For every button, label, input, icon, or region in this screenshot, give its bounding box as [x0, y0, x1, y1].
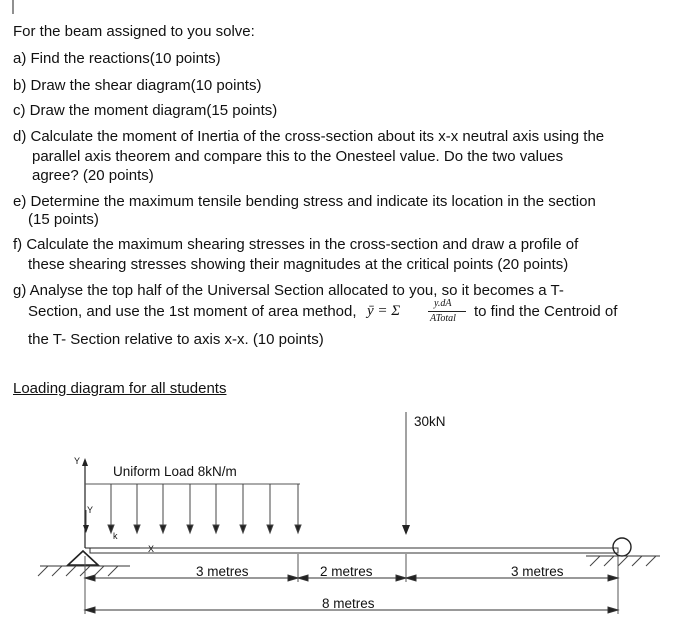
roller-support: [613, 538, 631, 556]
point-load-label: 30kN: [414, 414, 446, 429]
dim-label-2: 2 metres: [320, 564, 373, 579]
item-g-line1: g) Analyse the top half of the Universal Section allocated to you, so it becomes a T-: [13, 282, 564, 299]
item-e-line2: (15 points): [28, 211, 99, 228]
dim-label-1: 3 metres: [196, 564, 249, 579]
centroid-formula-denominator: ATotal: [430, 313, 456, 324]
axis-k-label: k: [113, 531, 118, 541]
dim-label-total: 8 metres: [322, 596, 375, 611]
item-g-line2b: to find the Centroid of: [474, 303, 618, 320]
item-c: c) Draw the moment diagram(15 points): [13, 102, 278, 119]
item-f-line2: these shearing stresses showing their magnitudes at the critical points (20 points): [28, 256, 569, 273]
item-d-line3: agree? (20 points): [32, 167, 154, 184]
item-e-line1: e) Determine the maximum tensile bending stress and indicate its location in the section: [13, 193, 596, 210]
item-d-line1: d) Calculate the moment of Inertia of the cross-section about its x-x neutral axis using the: [13, 128, 605, 145]
axis-x-label: X: [148, 544, 155, 554]
centroid-formula-lhs: ȳ = Σ: [367, 303, 401, 319]
point-load-arrow: [402, 525, 410, 535]
fraction-bar: [428, 311, 466, 312]
ground-left-hatch: [38, 566, 118, 576]
item-g-line3: the T- Section relative to axis x-x. (10 points): [28, 331, 324, 348]
axis-y-arrow: [82, 458, 88, 466]
beam: [90, 548, 618, 553]
uniform-load-label: Uniform Load 8kN/m: [113, 464, 237, 479]
dim-label-3: 3 metres: [511, 564, 564, 579]
item-a: a) Find the reactions(10 points): [13, 50, 221, 67]
intro-text: For the beam assigned to you solve:: [13, 23, 255, 40]
axis-y-big-label: Y: [74, 456, 81, 466]
reaction-arrow-small-head: [83, 525, 89, 533]
axis-y-small-label: Y: [87, 505, 94, 515]
item-f-line1: f) Calculate the maximum shearing stresses in the cross-section and draw a profile of: [13, 236, 579, 253]
centroid-formula-numerator: y.dA: [434, 298, 452, 309]
udl-arrows: [108, 484, 301, 533]
ground-right-hatch: [590, 556, 656, 566]
item-b: b) Draw the shear diagram(10 points): [13, 77, 262, 94]
item-d-line2: parallel axis theorem and compare this to the Onesteel value. Do the two values: [32, 148, 564, 165]
item-g-line2a: Section, and use the 1st moment of area method,: [28, 303, 357, 320]
diagram-heading: Loading diagram for all students: [13, 380, 227, 397]
